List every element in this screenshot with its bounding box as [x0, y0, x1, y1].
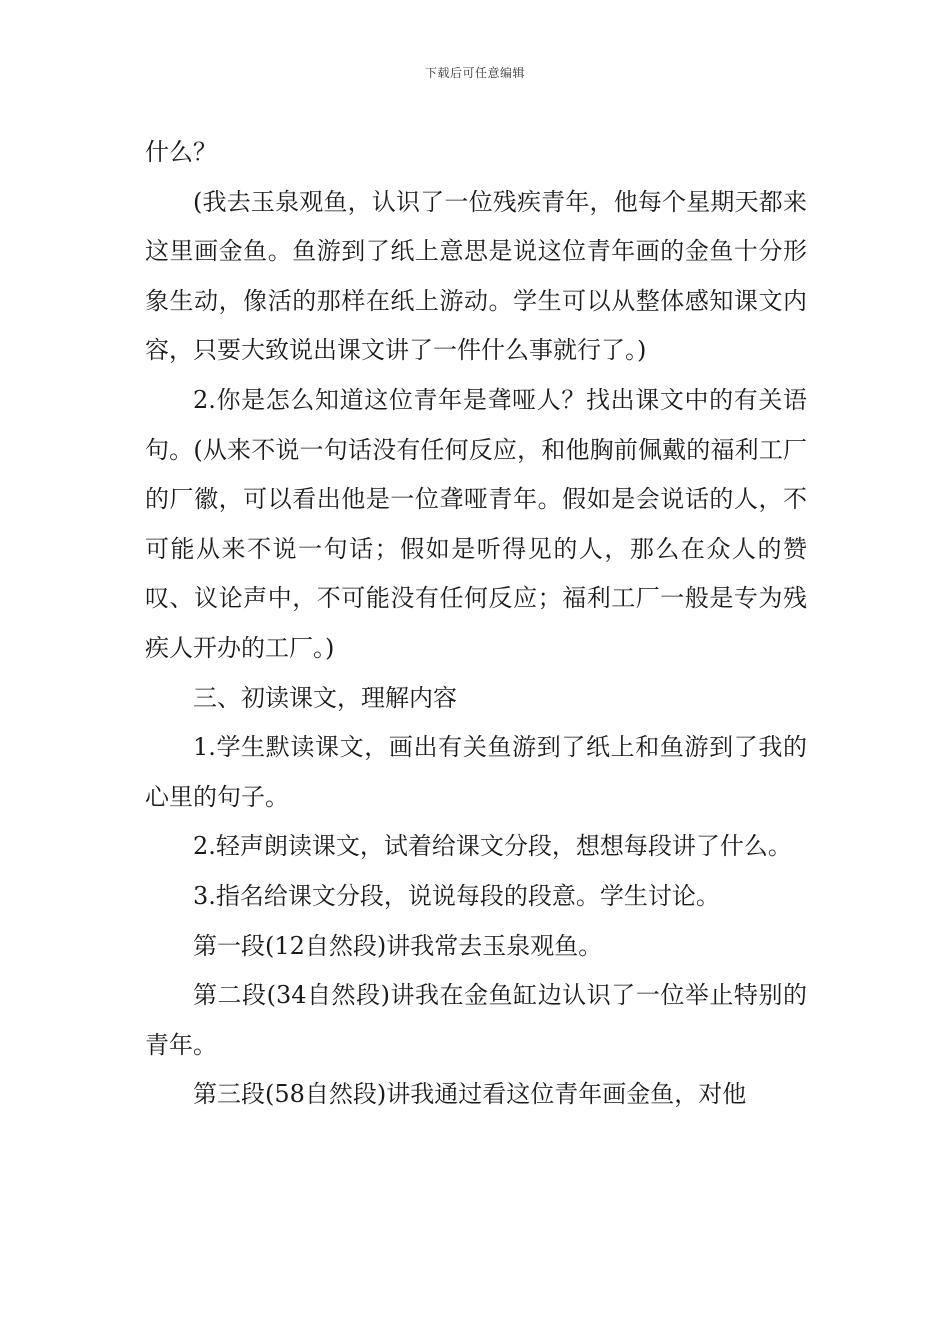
paragraph: 3.指名给课文分段，说说每段的段意。学生讨论。 — [193, 881, 720, 910]
section-heading: 三、初读课文，理解内容 — [193, 683, 457, 712]
paragraph: 2.轻声朗读课文，试着给课文分段，想想每段讲了什么。 — [193, 832, 792, 861]
paragraph: 第一段(12自然段)讲我常去玉泉观鱼。 — [193, 931, 603, 960]
paragraph: 1.学生默读课文，画出有关鱼游到了纸上和鱼游到了我的心里的句子。 — [145, 733, 807, 811]
paragraph: 第二段(34自然段)讲我在金鱼缸边认识了一位举止特别的青年。 — [145, 981, 807, 1059]
paragraph: 2.你是怎么知道这位青年是聋哑人？找出课文中的有关语句。(从来不说一句话没有任何反应，和他胸前佩戴的福利工厂的厂徽，可以看出他是一位聋哑青年。假如是会说话的人，不可能从来不说一句话；假如是听得见的人，那么在众人的赞叹、议论声中，不可能没有任何反应；福利工厂一般是专为残疾人开办的工厂。) — [145, 385, 807, 662]
paragraph: (我去玉泉观鱼，认识了一位残疾青年，他每个星期天都来这里画金鱼。鱼游到了纸上意思是说这位青年画的金鱼十分形象生动，像活的那样在纸上游动。学生可以从整体感知课文内容，只要大致说出课文讲了一件什么事就行了。) — [145, 187, 807, 365]
paragraph: 第三段(58自然段)讲我通过看这位青年画金鱼，对他 — [193, 1080, 747, 1109]
document-body — [145, 128, 807, 1120]
paragraph: 什么？ — [145, 138, 217, 166]
page-header: 下载后可任意编辑 — [424, 66, 525, 80]
